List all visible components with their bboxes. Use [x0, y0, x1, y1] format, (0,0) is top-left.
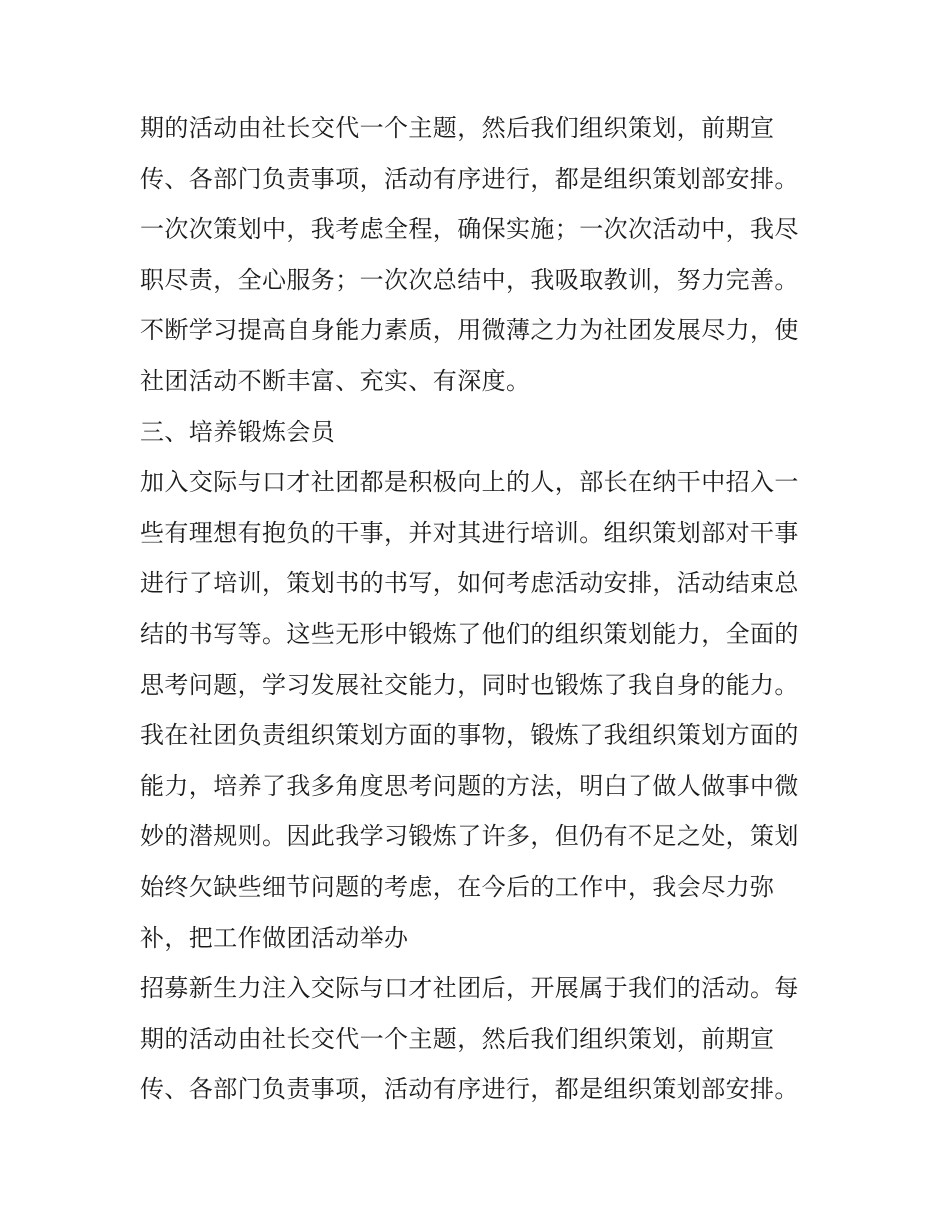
text-line: 传、各部门负责事项，活动有序进行，都是组织策划部安排。	[140, 164, 799, 193]
text-line: 招募新生力注入交际与口才社团后，开展属于我们的活动。每	[140, 974, 799, 1003]
section-heading: 三、培养锻炼会员	[140, 417, 336, 446]
text-line: 补，把工作做团活动举办	[140, 923, 409, 952]
text-line: 思考问题，学习发展社交能力，同时也锻炼了我自身的能力。	[140, 670, 799, 699]
text-line: 结的书写等。这些无形中锻炼了他们的组织策划能力，全面的	[140, 619, 799, 648]
text-line: 不断学习提高自身能力素质，用微薄之力为社团发展尽力，使	[140, 316, 799, 345]
text-line: 职尽责，全心服务；一次次总结中，我吸取教训，努力完善。	[140, 265, 799, 294]
text-line: 加入交际与口才社团都是积极向上的人，部长在纳干中招入一	[140, 468, 799, 497]
text-line: 期的活动由社长交代一个主题，然后我们组织策划，前期宣	[140, 1024, 775, 1053]
text-line: 始终欠缺些细节问题的考虑，在今后的工作中，我会尽力弥	[140, 872, 775, 901]
text-line: 传、各部门负责事项，活动有序进行，都是组织策划部安排。	[140, 1075, 799, 1104]
text-line: 进行了培训，策划书的书写，如何考虑活动安排，活动结束总	[140, 569, 799, 598]
text-line: 期的活动由社长交代一个主题，然后我们组织策划，前期宣	[140, 114, 775, 142]
text-line: 社团活动不断丰富、充实、有深度。	[140, 366, 531, 395]
text-line: 妙的潜规则。因此我学习锻炼了许多，但仍有不足之处，策划	[140, 822, 799, 851]
text-line: 能力，培养了我多角度思考问题的方法，明白了做人做事中微	[140, 771, 799, 800]
body-text	[140, 103, 830, 1115]
text-line: 我在社团负责组织策划方面的事物，锻炼了我组织策划方面的	[140, 721, 799, 750]
text-line: 些有理想有抱负的干事，并对其进行培训。组织策划部对干事	[140, 518, 799, 547]
text-line: 一次次策划中，我考虑全程，确保实施；一次次活动中，我尽	[140, 215, 799, 244]
